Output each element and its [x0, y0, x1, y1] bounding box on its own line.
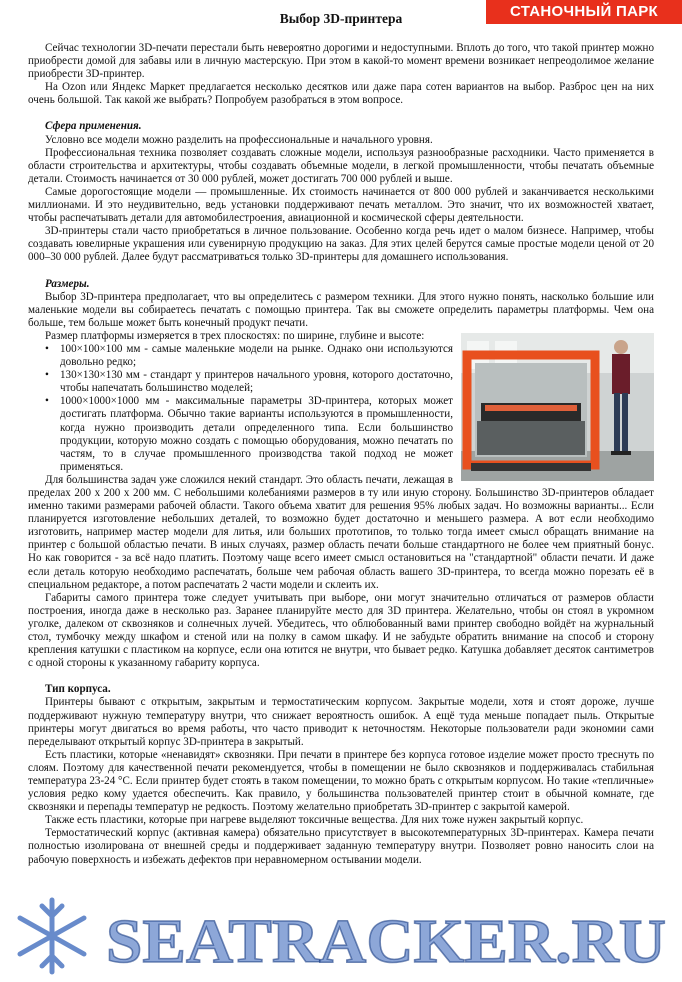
paragraph: Условно все модели можно разделить на профессиональные и начального уровня.: [45, 133, 433, 146]
section-heading-case: Тип корпуса.: [45, 683, 111, 696]
intro-paragraph: На Ozon или Яндекс Маркет предлагается несколько десятков или даже пара сотен вариантов на выбор. Разброс цен на них очень большой. Так какой же выбрать? Попробуем разобраться в этом вопросе.: [28, 81, 654, 107]
paragraph: Самые дорогостоящие модели — промышленные. Их стоимость начинается от 800 000 рублей и заканчивается несколькими миллионами. И это неудивительно, ведь установки поддерживают печать металлом. Это значит, что их возможностей хватает, чтобы распечатывать детали для автомобилестроения, авиационной и космической сферы деятельности.: [28, 185, 654, 225]
paragraph: Принтеры бывают с открытым, закрытым и термостатическим корпусом. Закрытые модели, хотя и стоят дороже, лучше поддерживают нужную температуру внутри, что снижает вероятность ошибок. А ещё туда меньше попадает пыль. Открытые принтеры могут двигаться во время работы, что часто приводит к неточностям. Некоторые пользователи ради экономии сами переделывают открытый корпус 3D-принтера в закрытый.: [28, 696, 654, 748]
paragraph: Термостатический корпус (активная камера) обязательно присутствует в высокотемпературных 3D-принтерах. Камера печати полностью изолирована от внешней среды и поддерживает заданную температуру внутри. Позволяет ровно наносить слои на рабочую поверхность и избежать дефектов при неравномерном остывании модели.: [28, 827, 654, 866]
page-title: Выбор 3D-принтера: [279, 11, 403, 26]
paragraph: Для большинства задач уже сложился некий стандарт. Это область печати, лежащая в пределах 200 x 200 x 200 мм. С небольшими колебаниями размеров в ту или иную сторону. Большинство 3D-принтеров обладает именно такими размерами рабочей области. Такого объема хватит для решения 95% любых задач. Но возможны варианты... Если планируется изготовление небольших деталей, то возможно будет достаточно и меньшего размера. А вот если необходимо изготовить, например мастер модели для литья, или больших прототипов, то только тогда имеет смысл обращать внимание на принтер с большой областью печати. В иных случаях, размер область печати больше стандартного не более чем приятный бонус. Но как говорится - за всё надо платить. Поэтому чаще всего имеет смысл остановиться на "стандартной" области печати. И даже если деталь которую необходимо распечатать, больше чем рабочая область вашего 3D-принтера, то всегда можно порезать её в специальном редакторе, а потом распечатать 2 части модели и склеить их.: [28, 473, 654, 591]
paragraph: Также есть пластики, которые при нагреве выделяют токсичные вещества. Для них тоже нужен закрытый корпус.: [45, 814, 584, 827]
paragraph: Есть пластики, которые «ненавидят» сквозняки. При печати в принтере без корпуса готовое изделие может просто треснуть по слоям. Поэтому для качественной печати рекомендуется, чтобы в помещении не было сквозняков и поддерживалась стабильная температура 23-24 °C. Если принтер будет стоять в таком помещении, то можно брать с открытым корпусом. Но такие «тепличные» условия редко кому удается обеспечить. Как правило, у большинства пользователей принтер стоит в обычной комнате, где сквозняки и перепады температур не редкость. Поэтому желательно приобретать 3D-принтер с закрытой камерой.: [28, 748, 654, 814]
watermark: [10, 892, 682, 982]
paragraph: 3D-принтеры стали часто приобретаться в личное пользование. Особенно когда речь идет о малом бизнесе. Например, чтобы создавать ювелирные украшения или сувенирную продукцию на заказ. Для этих целей берутся самые простые модели ценой от 20 000–30 000 рублей. Далее будут рассматриваться только 3D-принтеры для домашнего использования.: [28, 225, 654, 264]
list-item: • 130×130×130 мм - стандарт у принтеров начального уровня, которого достаточно, чтобы напечатать большинство моделей;: [60, 369, 654, 395]
section-heading-sizes: Размеры.: [45, 277, 90, 290]
list-item: • 100×100×100 мм - самые маленькие модели на рынке. Однако они используются довольно редко;: [60, 343, 654, 369]
paragraph: Размер платформы измеряется в трех плоскостях: по ширине, глубине и высоте:: [45, 329, 425, 342]
snowflake-icon: [20, 900, 84, 972]
section-heading-application: Сфера применения.: [45, 120, 142, 133]
brand-badge: СТАНОЧНЫЙ ПАРК: [486, 0, 682, 24]
paragraph: Габариты самого принтера тоже следует учитывать при выборе, они могут значительно отличаться от размеров области построения, иногда даже в несколько раз. Заранее планируйте место для 3D принтера. Желательно, чтобы он стоял в укромном уголке, далеком от сквозняков и солнечных лучей. Убедитесь, что облюбованный вами принтер свободно войдёт на журнальный стол, тумбочку между шкафом и стеной или на полку в самом шкафу. И не забудьте обратить внимание на способ и сторону крепления катушки с пластиком на корпусе, если она ютится не внутри, что бывает редко. Катушка добавляет десяток сантиметров с одной стороны к указанному габариту корпуса.: [28, 591, 654, 670]
intro-paragraph: Сейчас технологии 3D-печати перестали быть невероятно дорогими и недоступными. Вплоть до того, что такой принтер можно приобрести домой для забавы или в личную мастерскую. При этом в какой-то момент времени возникает непреодолимое желание приобрести 3D-принтер.: [28, 42, 654, 81]
article-body: [28, 42, 654, 867]
paragraph: Выбор 3D-принтера предполагает, что вы определитесь с размером техники. Для этого нужно понять, насколько большие или маленькие модели вы собираетесь печатать с помощью принтера. Так вы сможете определить параметры платформы. Чем она больше, тем больше может быть конечный продукт печати.: [28, 290, 654, 329]
paragraph: Профессиональная техника позволяет создавать сложные модели, используя разнообразные расходники. Часто применяется в области строительства и архитектуры, чтобы создавать объемные модели, в легкой промышленности, чтобы печатать объемные детали. Стоимость начинается от 30 000 рублей, может достигать 700 000 рублей и выше.: [28, 146, 654, 185]
list-item: • 1000×1000×1000 мм - максимальные параметры 3D-принтера, которых может достигать платформа. Обычно такие варианты используются в промышленности, когда нужно производить детали определенного типа. Если большинство продукции, которую можно создать с помощью оборудования, можно печатать по частям, то в случае промышленного производства такой подход не может применяться.: [60, 395, 654, 474]
watermark-text: SEATRACKER.RU: [106, 908, 666, 976]
size-list: [28, 343, 654, 474]
